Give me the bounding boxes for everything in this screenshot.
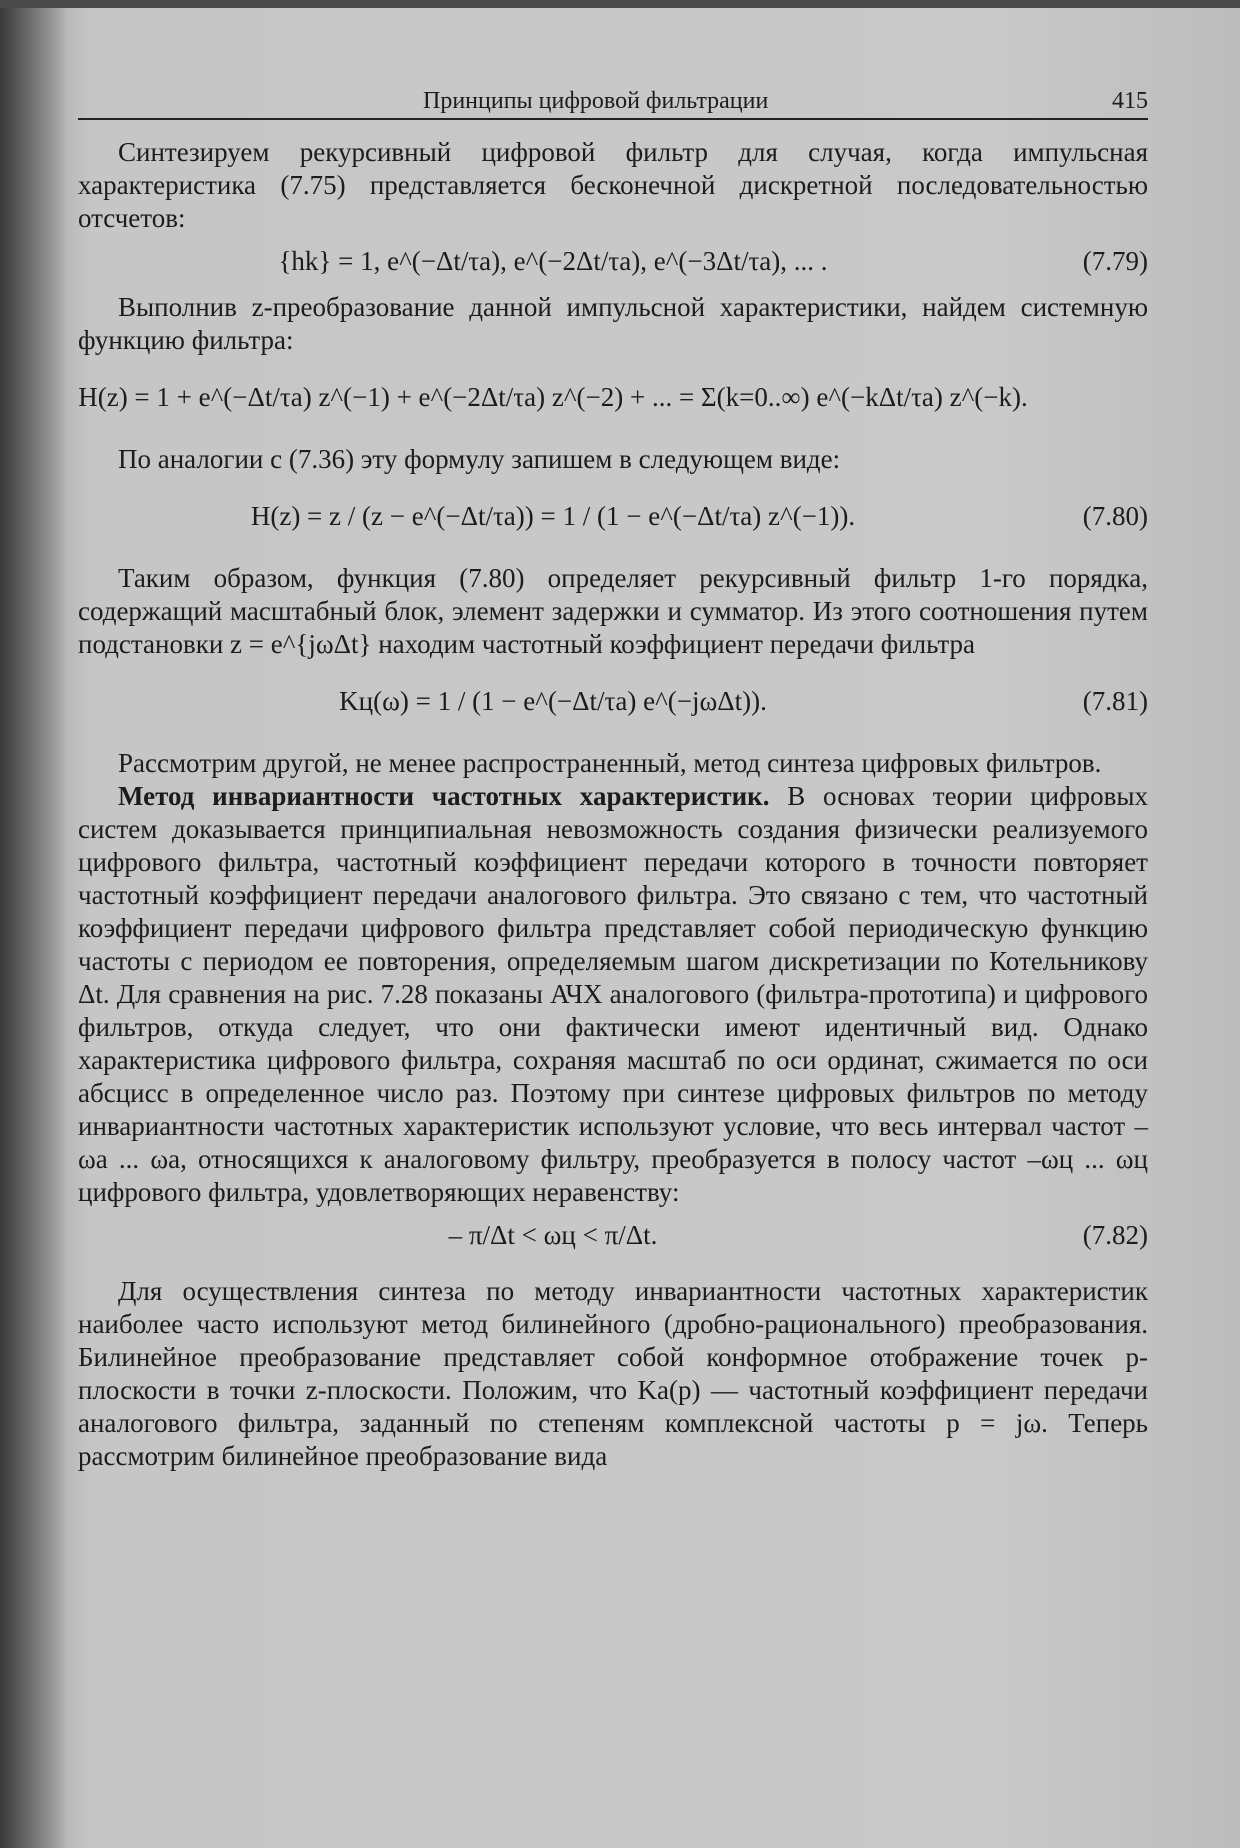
equation-7-79 — [78, 241, 1148, 285]
equation-body: H(z) = 1 + e^(−Δt/τa) z^(−1) + e^(−2Δt/τa) z^(−2) + ... = Σ(k=0..∞) e^(−kΔt/τa) z^(−k). — [78, 382, 1028, 412]
equation-body: Kц(ω) = 1 / (1 − e^(−Δt/τa) e^(−jωΔt)). — [339, 686, 767, 716]
equation-7-82 — [78, 1215, 1148, 1259]
equation-number: (7.80) — [1082, 501, 1148, 531]
equation-body: H(z) = z / (z − e^(−Δt/τa)) = 1 / (1 − e^(−Δt/τa) z^(−1)). — [250, 501, 856, 531]
equation-system-function — [78, 363, 1148, 437]
paragraph-3: По аналогии с (7.36) эту формулу запишем в следующем виде: — [118, 444, 841, 474]
equation-7-81 — [78, 667, 1148, 741]
equation-number: (7.79) — [1082, 246, 1148, 276]
equation-7-80 — [78, 482, 1148, 556]
paragraph-7: Для осуществления синтеза по методу инвариантности частотных характеристик наиболее часто используют метод билинейного (дробно-рационального) преобразования. Билинейное преобразование представляет собой конформное отображение точек p-плоскости в точки z-плоскости. Положим, что Ka(p) — частотный коэффициент передачи аналогового фильтра, заданный по степеням комплексной частоты p = jω. Теперь рассмотрим билинейное преобразование вида — [78, 1276, 1148, 1471]
equation-number: (7.81) — [1082, 686, 1148, 716]
paragraph-5: Рассмотрим другой, не менее распространенный, метод синтеза цифровых фильтров. — [118, 748, 1102, 778]
scan-edge — [0, 0, 1240, 8]
section-heading: Метод инвариантности частотных характеристик. — [118, 781, 770, 811]
paragraph-4: Таким образом, функция (7.80) определяет рекурсивный фильтр 1-го порядка, содержащий масштабный блок, элемент задержки и сумматор. Из этого соотношения путем подстановки z = e^{jωΔt} находим частотный коэффициент передачи фильтра — [78, 563, 1148, 659]
equation-number: (7.82) — [1082, 1220, 1148, 1250]
paragraph-6-text: В основах теории цифровых систем доказывается принципиальная невозможность создания физически реализуемого цифрового фильтра, частотный коэффициент передачи которого в точности повторяет частотный коэффициент передачи аналогового фильтра. Это связано с тем, что частотный коэффициент передачи цифрового фильтра представляет собой периодическую функцию частоты с периодом ее повторения, определяемым шагом дискретизации по Котельникову Δt. Для сравнения на рис. 7.28 показаны АЧХ аналогового (фильтра-прототипа) и цифрового фильтров, откуда следует, что они фактически имеют идентичный вид. Однако характеристика цифрового фильтра, сохраняя масштаб по оси ординат, сжимается по оси абсцисс в определенное число раз. Поэтому при синтезе цифровых фильтров по методу инвариантности частотных характеристик используют условие, что весь интервал частот –ωa ... ωa, относящихся к аналоговому фильтру, преобразуется в полосу частот –ωц ... ωц цифрового фильтра, удовлетворяющих неравенству: — [78, 781, 1149, 1207]
page-number: 415 — [1112, 88, 1148, 114]
header-title: Принципы цифровой фильтрации — [423, 88, 769, 114]
page-content — [78, 82, 1148, 1473]
running-header — [78, 82, 1148, 120]
paragraph-6 — [78, 780, 1148, 1209]
paragraph-1: Синтезируем рекурсивный цифровой фильтр для случая, когда импульсная характеристика (7.75) представляется бесконечной дискретной последовательностью отсчетов: — [78, 137, 1148, 233]
paragraph-2: Выполнив z-преобразование данной импульсной характеристики, найдем системную функцию фильтра: — [78, 292, 1148, 355]
equation-body: – π/Δt < ωц < π/Δt. — [448, 1220, 658, 1250]
equation-body: {hk} = 1, e^(−Δt/τa), e^(−2Δt/τa), e^(−3Δt/τa), ... . — [278, 246, 828, 276]
